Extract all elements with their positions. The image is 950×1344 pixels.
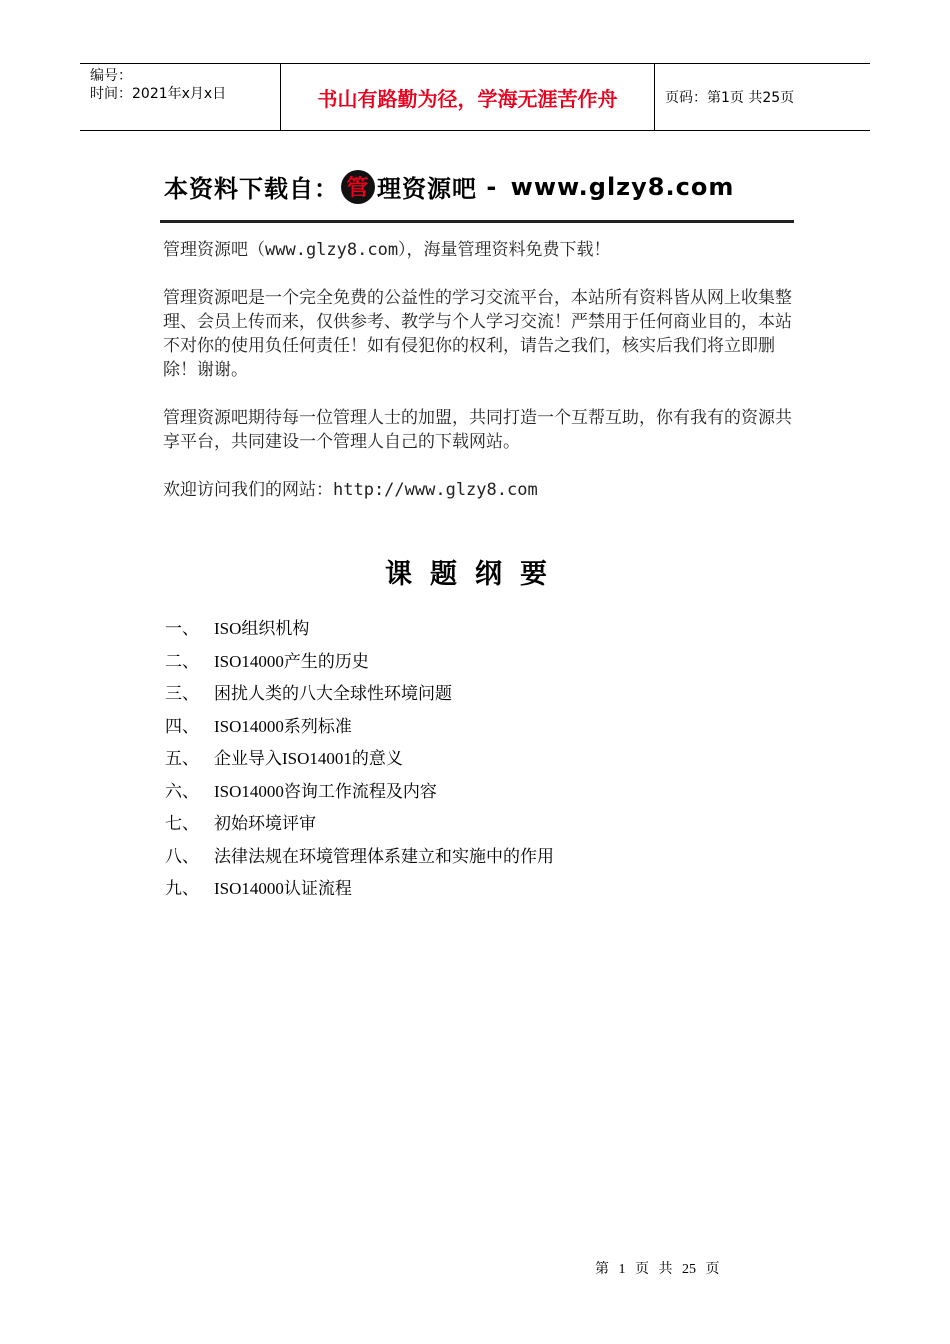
banner-prefix: 本资料下载自： [164, 175, 339, 203]
list-item-text: 企业导入ISO14001的意义 [214, 749, 403, 768]
notice-paragraph-2: 管理资源吧是一个完全免费的公益性的学习交流平台，本站所有资料皆从网上收集整理、会员上传而来，仅供参考、教学与个人学习交流！严禁用于任何商业目的，本站不对你的使用负任何责任！如有侵犯你的权利，请告之我们，核实后我们将立即删除！谢谢。 [163, 288, 792, 380]
list-item-text: 困扰人类的八大全球性环境问题 [214, 684, 452, 703]
doc-time: 时间：2021年x月x日 [90, 86, 227, 102]
notice-paragraph-3: 管理资源吧期待每一位管理人士的加盟，共同打造一个互帮互助，你有我有的资源共享平台，共同建设一个管理人自己的下载网站。 [163, 408, 792, 452]
list-item-number: 四、 [165, 716, 199, 736]
list-item [165, 779, 554, 812]
list-item-text: ISO14000产生的历史 [214, 651, 369, 671]
list-item-text: 法律法规在环境管理体系建立和实施中的作用 [214, 846, 554, 866]
list-item [165, 844, 554, 877]
list-item-text: ISO14000系列标准 [214, 716, 352, 736]
list-item-text: ISO14000认证流程 [214, 879, 352, 898]
notice-paragraph-4: 欢迎访问我们的网站：http://www.glzy8.com [163, 480, 538, 500]
banner-text [164, 169, 734, 204]
list-item [165, 649, 554, 682]
download-banner [160, 163, 794, 223]
page-header [80, 63, 870, 131]
list-item [165, 714, 554, 747]
list-item-number: 六、 [165, 781, 199, 801]
list-item [165, 811, 554, 844]
list-item-number: 五、 [165, 749, 199, 768]
doc-code: 编号： [90, 68, 132, 84]
banner-dash: - [477, 172, 507, 201]
page-footer: 第 1 页 共 25 页 [595, 1262, 720, 1277]
list-item-number: 八、 [165, 846, 199, 866]
list-item-text: ISO组织机构 [214, 619, 310, 638]
list-item-number: 三、 [165, 684, 199, 703]
list-item [165, 746, 554, 779]
banner-site-name: 理资源吧 [377, 175, 477, 203]
site-logo-icon: 管 [341, 170, 375, 204]
list-item-number: 九、 [165, 879, 199, 898]
banner-divider [160, 220, 794, 223]
header-motto: 书山有路勤为径，学海无涯苦作舟 [281, 64, 655, 130]
header-page-info: 页码：第1页 共25页 [665, 90, 795, 106]
notice-block [163, 238, 803, 526]
header-meta [80, 64, 281, 130]
outline-list [165, 616, 554, 909]
list-item-text: 初始环境评审 [214, 814, 316, 833]
list-item [165, 681, 554, 714]
list-item-number: 二、 [165, 651, 199, 671]
list-item-number: 一、 [165, 619, 199, 638]
page-title: 课题纲要 [385, 559, 565, 590]
list-item-text: ISO14000咨询工作流程及内容 [214, 781, 437, 801]
notice-paragraph-1: 管理资源吧（www.glzy8.com），海量管理资料免费下载！ [163, 240, 611, 260]
list-item [165, 616, 554, 649]
list-item [165, 876, 554, 909]
banner-url[interactable]: www.glzy8.com [510, 172, 735, 201]
list-item-number: 七、 [165, 814, 199, 833]
